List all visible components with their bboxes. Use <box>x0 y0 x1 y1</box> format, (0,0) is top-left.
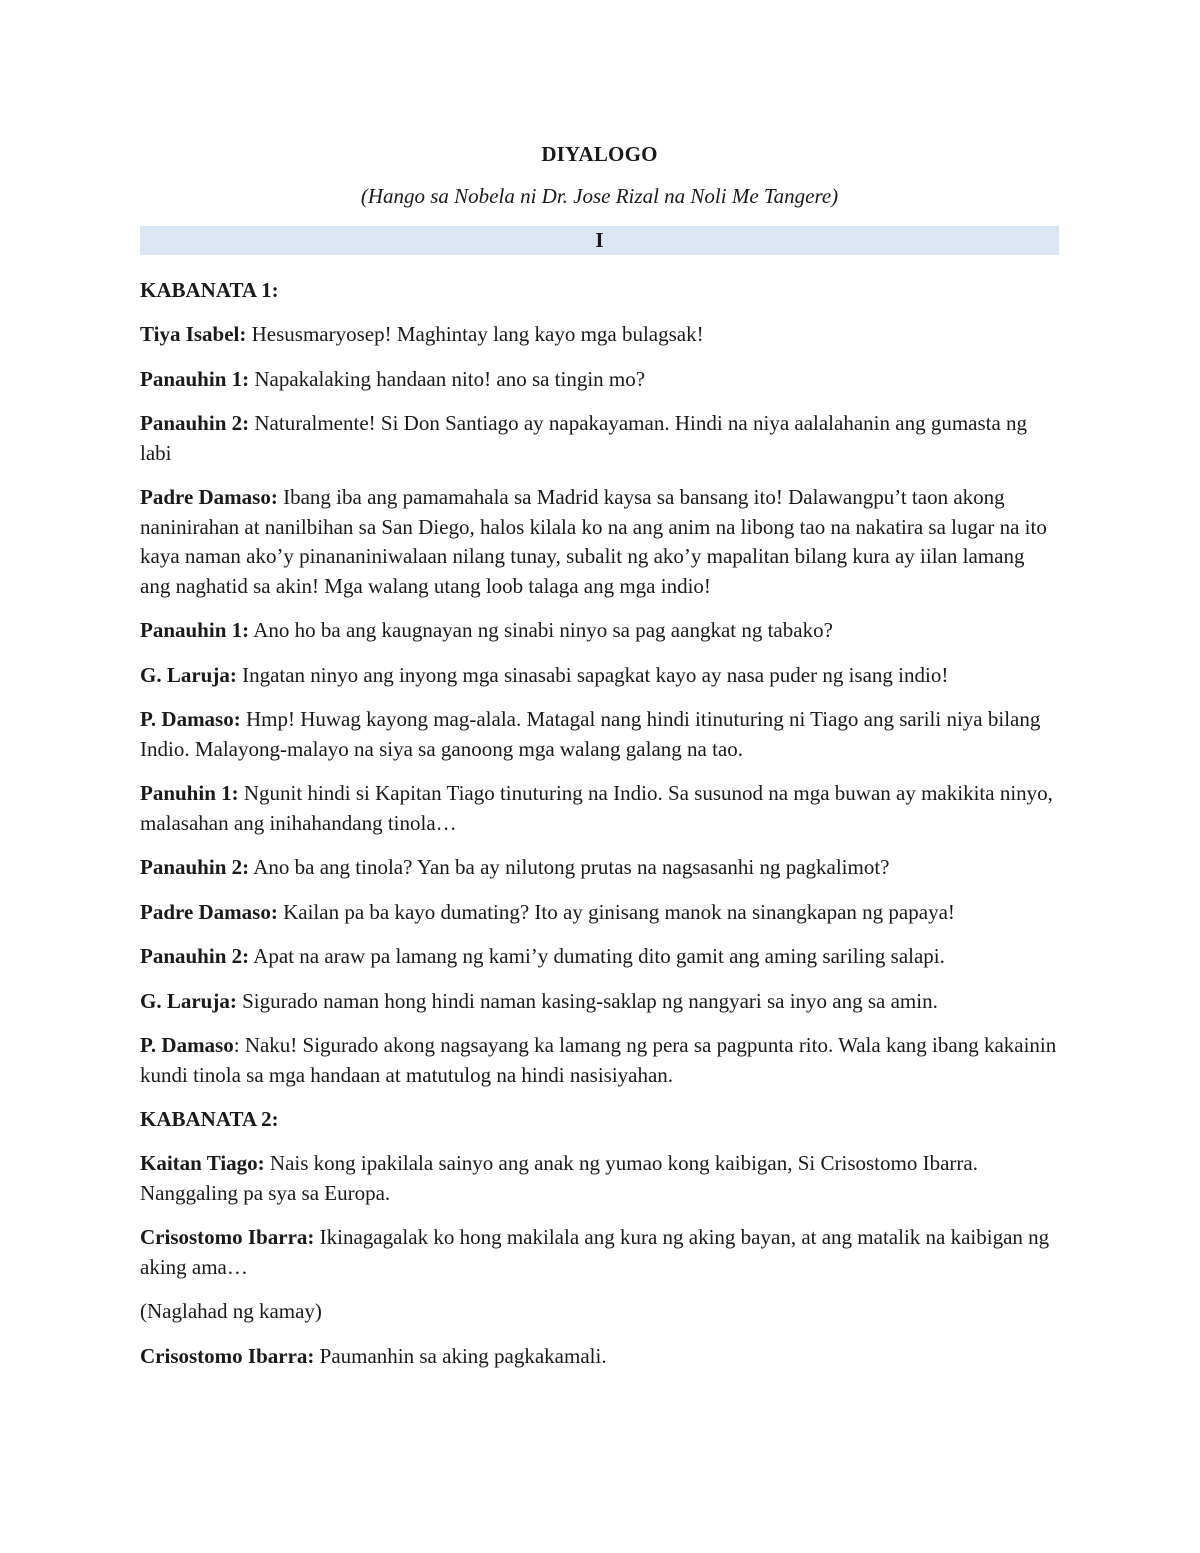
dialogue-text: Ibang iba ang pamamahala sa Madrid kaysa sa bansang ito! Dalawangpu’t taon akong naninirahan at nanilbihan sa San Diego, halos kilala ko na ang anim na libong tao na nakatira sa lugar na ito kaya naman ako’y pinananiniwalaan nilang tunay, subalit ng ako’y mapalitan bilang kura ay iilan lamang ang naghatid sa akin! Mga walang utang loob talaga ang mga indio! <box>140 485 1047 598</box>
speaker-name: Tiya Isabel: <box>140 322 247 346</box>
document-page <box>140 140 1059 1386</box>
speaker-name: Crisostomo Ibarra: <box>140 1343 315 1368</box>
dialogue-text: Apat na araw pa lamang ng kami’y dumating dito gamit ang aming sariling salapi. <box>249 944 945 968</box>
dialogue-line <box>140 365 1059 395</box>
dialogue-line <box>140 409 1059 468</box>
speaker-name: Padre Damaso: <box>140 485 278 509</box>
dialogue-text: : Naku! Sigurado akong nagsayang ka lamang ng pera sa pagpunta rito. Wala kang ibang kakainin kundi tinola sa mga handaan at matutulog na hindi nasisiyahan. <box>140 1033 1057 1087</box>
dialogue-text: Paumanhin sa aking pagkakamali. <box>314 1343 607 1368</box>
dialogue-line <box>140 1223 1059 1282</box>
speaker-name: Panuhin 1: <box>140 781 239 805</box>
dialogue-text: Hmp! Huwag kayong mag-alala. Matagal nang hindi itinuturing ni Tiago ang sarili niya bilang Indio. Malayong-malayo na siya sa ganoong mga walang galang na tao. <box>140 707 1041 761</box>
speaker-name: Crisostomo Ibarra: <box>140 1225 315 1249</box>
speaker-name: Panauhin 1: <box>140 366 250 391</box>
chapter-heading: KABANATA 2: <box>140 1107 279 1131</box>
document-subtitle: (Hango sa Nobela ni Dr. Jose Rizal na Noli Me Tangere) <box>360 184 839 208</box>
dialogue-line <box>140 483 1059 601</box>
dialogue-line <box>140 1149 1059 1208</box>
dialogue-text: Ano ba ang tinola? Yan ba ay nilutong prutas na nagsasanhi ng pagkalimot? <box>249 855 890 879</box>
dialogue-line <box>140 1342 1059 1372</box>
dialogue-line <box>140 705 1059 764</box>
dialogue-text: Ingatan ninyo ang inyong mga sinasabi sapagkat kayo ay nasa puder ng isang indio! <box>236 662 949 687</box>
dialogue-line <box>140 1031 1059 1090</box>
dialogue-text: Ikinagagalak ko hong makilala ang kura ng aking bayan, at ang matalik na kaibigan ng aking ama… <box>140 1225 1050 1279</box>
dialogue-text: Naturalmente! Si Don Santiago ay napakayaman. Hindi na niya aalalahanin ang gumasta ng labi <box>140 411 1028 465</box>
dialogue-line <box>140 898 1059 928</box>
dialogue-line <box>140 853 1059 883</box>
speaker-name: Kaitan Tiago: <box>140 1151 265 1175</box>
document-title: DIYALOGO <box>541 142 658 166</box>
chapter-heading: KABANATA 1: <box>140 278 279 302</box>
dialogue-text: Kailan pa ba kayo dumating? Ito ay ginisang manok na sinangkapan ng papaya! <box>277 899 955 924</box>
dialogue-line <box>140 987 1059 1017</box>
dialogue-text: Hesusmaryosep! Maghintay lang kayo mga bulagsak! <box>246 322 704 346</box>
section-heading: I <box>140 226 1059 255</box>
dialogue-text: Ano ho ba ang kaugnayan ng sinabi ninyo sa pag aangkat ng tabako? <box>249 618 833 642</box>
dialogue-text: Sigurado naman hong hindi naman kasing-saklap ng nangyari sa inyo ang sa amin. <box>236 988 938 1013</box>
dialogue-text: Ngunit hindi si Kapitan Tiago tinuturing na Indio. Sa susunod na mga buwan ay makikita ninyo, malasahan ang inihahandang tinola… <box>140 781 1053 835</box>
dialogue-line <box>140 779 1059 838</box>
dialogue-line <box>140 616 1059 646</box>
stage-direction-text: (Naglahad ng kamay) <box>140 1299 322 1323</box>
speaker-name: G. Laruja: <box>140 988 237 1013</box>
speaker-name: Panauhin 2: <box>140 855 250 879</box>
dialogue-line <box>140 942 1059 972</box>
speaker-name: P. Damaso: <box>140 707 241 731</box>
dialogue-text: Nais kong ipakilala sainyo ang anak ng yumao kong kaibigan, Si Crisostomo Ibarra. Nanggaling pa sya sa Europa. <box>140 1151 978 1205</box>
speaker-name: Panauhin 2: <box>140 411 250 435</box>
speaker-name: P. Damaso <box>140 1033 234 1057</box>
speaker-name: Panauhin 2: <box>140 944 250 968</box>
dialogue-line <box>140 320 1059 350</box>
speaker-name: Panauhin 1: <box>140 618 250 642</box>
dialogue-text: Napakalaking handaan nito! ano sa tingin mo? <box>249 366 646 391</box>
stage-direction <box>140 1297 1059 1327</box>
speaker-name: G. Laruja: <box>140 662 237 687</box>
dialogue-line <box>140 661 1059 691</box>
speaker-name: Padre Damaso: <box>140 899 278 924</box>
